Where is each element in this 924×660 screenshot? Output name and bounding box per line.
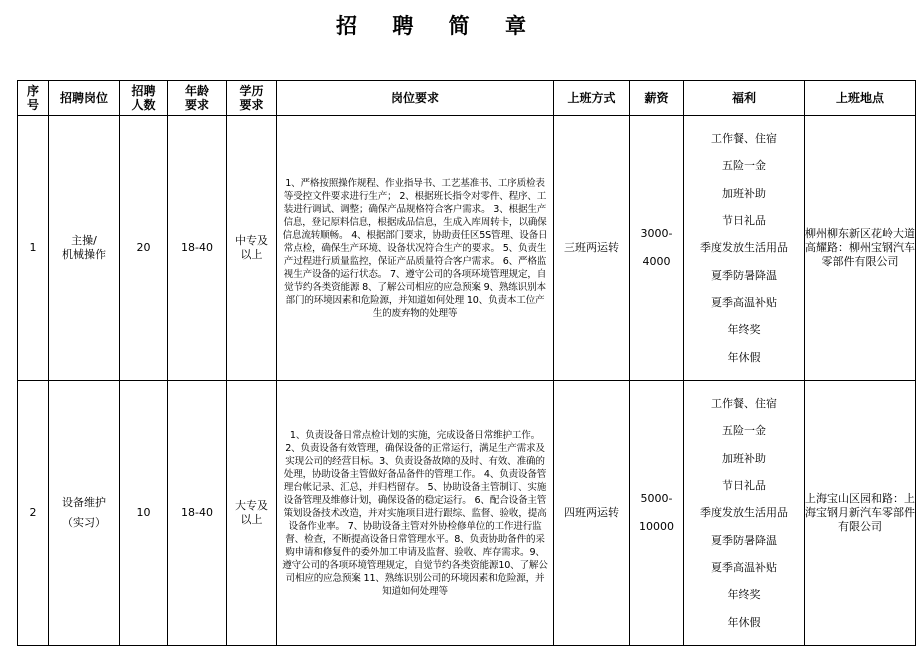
cell-salary bbox=[630, 381, 684, 646]
benefit-item: 五险一金 bbox=[722, 424, 766, 438]
position-line2: 机械操作 bbox=[62, 248, 106, 261]
header-count: 招聘人数 bbox=[120, 81, 168, 116]
salary-high: 10000 bbox=[639, 520, 674, 533]
benefit-item: 季度发放生活用品 bbox=[700, 505, 788, 519]
position-line2: （实习） bbox=[62, 516, 106, 529]
benefit-item: 加班补助 bbox=[722, 186, 766, 200]
salary-low: 3000- bbox=[640, 227, 673, 240]
cell-position bbox=[49, 381, 120, 646]
benefit-item: 夏季高温补贴 bbox=[711, 560, 777, 574]
benefit-item: 工作餐、住宿 bbox=[711, 397, 777, 411]
cell-location: 柳州柳东新区花岭大道高耀路：柳州宝钢汽车零部件有限公司 bbox=[805, 116, 916, 381]
header-row bbox=[18, 81, 916, 116]
benefit-item: 夏季防暑降温 bbox=[711, 533, 777, 547]
benefit-item: 五险一金 bbox=[722, 159, 766, 173]
salary-low: 5000- bbox=[640, 492, 673, 505]
cell-shift: 四班两运转 bbox=[554, 381, 630, 646]
position-line1: 设备维护 bbox=[62, 496, 106, 509]
cell-requirements: 1、严格按照操作规程、作业指导书、工艺基准书、工序质检表等受控文件要求进行生产； 2、根据班长指令对零件、程序、工装进行调试、调整；确保产品规格符合客户需求。 3、根据生产信息，登记原料信息，根据成品信息，生成入库周转卡，以确保信息流转顺畅。 4、根据部门要求，协助责任区5S管理、设备日常点检，确保生产环境、设备状况符合生产的要求。 5、负责生产过程进行质量监控，保证产品质量符合客户需求。 6、严格监视生产设备的运行状态。 7、遵守公司的各项环境管理规定，自觉节约各类资能源 8、了解公司相应的应急预案 9、熟练识别本部门的环境因素和危险源，并知道如何处理 10、负责本工位产生的废弃物的处理等 bbox=[277, 116, 554, 381]
benefit-item: 年终奖 bbox=[727, 323, 761, 337]
cell-location: 上海宝山区园和路：上海宝钢月新汽车零部件有限公司 bbox=[805, 381, 916, 646]
header-shift: 上班方式 bbox=[554, 81, 630, 116]
cell-benefits bbox=[684, 116, 805, 381]
position-line1: 主操/ bbox=[71, 234, 97, 247]
cell-count: 10 bbox=[120, 381, 168, 646]
salary-high: 4000 bbox=[642, 255, 671, 268]
cell-shift: 三班两运转 bbox=[554, 116, 630, 381]
table-row bbox=[18, 381, 916, 646]
header-location: 上班地点 bbox=[805, 81, 916, 116]
header-seq: 序号 bbox=[18, 81, 49, 116]
benefit-item: 年休假 bbox=[727, 350, 761, 364]
cell-position bbox=[49, 116, 120, 381]
benefit-item: 季度发放生活用品 bbox=[700, 240, 788, 254]
cell-age: 18-40 bbox=[168, 116, 227, 381]
cell-education: 大专及以上 bbox=[227, 381, 277, 646]
benefit-item: 夏季高温补贴 bbox=[711, 295, 777, 309]
header-salary: 薪资 bbox=[630, 81, 684, 116]
cell-count: 20 bbox=[120, 116, 168, 381]
cell-benefits bbox=[684, 381, 805, 646]
cell-requirements: 1、负责设备日常点检计划的实施，完成设备日常维护工作。 2、负责设备有效管理，确保设备的正常运行，满足生产需求及实现公司的经营目标。3、负责设备故障的及时、有效、准确的处理，协助设备主管做好备品备件的管理工作。 4、负责设备管理台帐记录、汇总，并归档留存。 5、协助设备主管制订、实施设备管理及维修计划，确保设备的稳定运行。 6、配合设备主管策划设备技术改造，并对实施项目进行跟综、监督、验收，提高设备作业率。 7、协助设备主管对外协检修单位的工作进行监督、检查，不断提高设备日常管理水平。8、负责协助备件的采购申请和修复件的委外加工申请及监督、验收、库存需求。9、遵守公司的各项环境管理规定，自觉节约各类资能源10、了解公司相应的应急预案 11、熟练识别公司的环境因素和危险源，并知道如何处理等 bbox=[277, 381, 554, 646]
cell-seq: 2 bbox=[18, 381, 49, 646]
header-benefits: 福利 bbox=[684, 81, 805, 116]
benefit-item: 夏季防暑降温 bbox=[711, 268, 777, 282]
benefit-item: 加班补助 bbox=[722, 451, 766, 465]
benefit-item: 年休假 bbox=[727, 615, 761, 629]
document-title: 招 聘 简 章 bbox=[336, 13, 540, 38]
header-age: 年龄要求 bbox=[168, 81, 227, 116]
recruitment-table bbox=[17, 80, 916, 646]
cell-age: 18-40 bbox=[168, 381, 227, 646]
benefit-item: 年终奖 bbox=[727, 588, 761, 602]
cell-education: 中专及以上 bbox=[227, 116, 277, 381]
header-education: 学历要求 bbox=[227, 81, 277, 116]
header-position: 招聘岗位 bbox=[49, 81, 120, 116]
benefit-item: 节日礼品 bbox=[722, 214, 766, 228]
benefit-item: 工作餐、住宿 bbox=[711, 132, 777, 146]
table-row bbox=[18, 116, 916, 381]
cell-salary bbox=[630, 116, 684, 381]
header-requirements: 岗位要求 bbox=[277, 81, 554, 116]
benefit-item: 节日礼品 bbox=[722, 479, 766, 493]
cell-seq: 1 bbox=[18, 116, 49, 381]
